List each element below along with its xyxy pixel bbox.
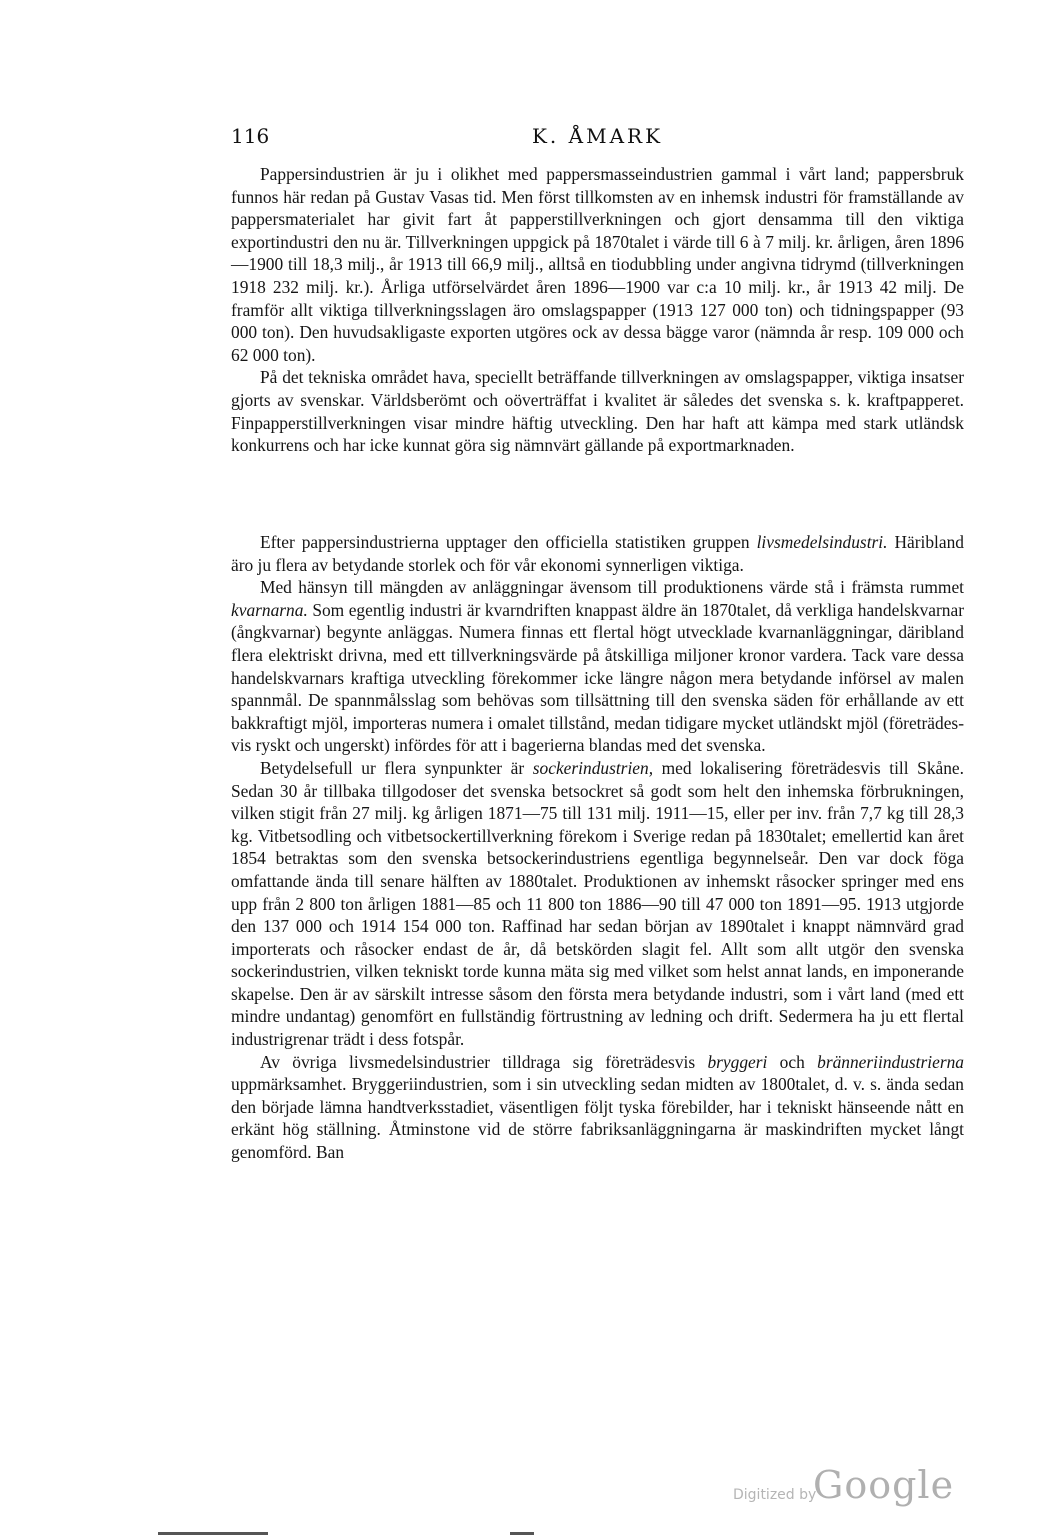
- digitized-by-google-watermark: [733, 1463, 955, 1507]
- text-run: Av övriga livsmedelsindustrier tilldraga sig företrädesvis: [260, 1051, 708, 1072]
- italic-term: livsmedelsindustri.: [756, 532, 888, 552]
- paragraph: [231, 576, 964, 757]
- italic-term: kvarnarna.: [231, 599, 308, 620]
- paragraph: [231, 163, 964, 366]
- text-run: Häribland äro ju flera av betydande storlek och för vår ekonomi synnerligen viktiga.: [231, 532, 964, 575]
- paragraph: [231, 366, 964, 456]
- italic-term: bränneriindustrierna: [817, 1051, 964, 1072]
- page-number: 116: [231, 124, 270, 148]
- text-run: och: [767, 1051, 818, 1072]
- text-run: uppmärksamhet. Bryggeriindustrien, som i sin utveckling sedan midten av 1800talet, d. v. s. ända sedan den började lämna handtverksstadiet, väsentligen följt tyska förebilder, har i tekniskt hänseende nått en erkänt hög ställning. Åtminstone vid de större fabriksanläggningarna är maskindriften mycket långt genomförd. Ban: [231, 1074, 964, 1163]
- text-run: med lokalisering företrädesvis till Skåne. Sedan 30 år tillbaka tillgodoser det svenska betsockret så godt som helt den inhemska förbrukningen, vilken stigit från 27 milj. kg årligen 1871—75 till 131 milj. 1911—15, eller per inv. från 7,7 kg till 28,3 kg. Vitbetsodling och vitbetsockertillverkning förekom i Sverige redan på 1830talet; emellertid kan året 1854 betraktas som den svenska betsockerindustriens egentliga begynnelseår. Den var dock föga omfattande ända till senare hälften av 1880talet. Produktionen av inhemskt råsocker springer med ens upp från 2 800 ton årligen 1881—85 och 11 800 ton 1886—90 till 47 000 ton 1891—95. 1913 utgjorde den 137 000 och 1914 154 000 ton. Raffinad har sedan början av 1890talet i knappt nämnvärd grad importerats och råsocker endast de år, då betskörden slagit fel. Allt som allt utgör den svenska sockerindustrien, vilken tekniskt torde kunna mäta sig med vilket som helst annat lands, en imponerande skapelse. Den är av särskilt intresse såsom den första mera betydande industri, som i vårt land (med ett mindre undantag) genomfört en fullständig förtrustning av ledning och drift. Sedermera ha ju ett flertal industrigrenar trädt i dess fotspår.: [231, 757, 964, 1050]
- scan-edge-mark: [158, 1532, 268, 1535]
- text-run: Med hänsyn till mängden av anläggningar ävensom till produktionens värde stå i främsta rummet: [260, 577, 964, 598]
- text-block-food-industry: [231, 531, 964, 1164]
- scan-edge-mark: [510, 1532, 534, 1535]
- running-head: K. ÅMARK: [531, 124, 664, 148]
- text-run: Som egentlig industri är kvarndriften knappast äldre än 1870talet, då verkliga handelskvarnar (ångkvarnar) begynte anläggas. Numera finnas ett flertal högt utvecklade kvarnanläggningar, däribland flera elektriskt drivna, med ett tillverkningsvärde på åtskilliga miljoner kronor vardera. Tack vare dessa handelskvarnars kraftiga utveckling förekommer icke längre någon mera betydande införsel av malen spannmål. De spannmålsslag som behövas som tillsättning till den svenska säden för erhållande av ett bakkraftigt mjöl, importeras numera i omalet tillstånd, medan tidigare mycket utländskt mjöl (företrädesvis ryskt och ungerskt) infördes för att i bagerierna blandas med det svenska.: [231, 599, 964, 756]
- italic-term: sockerindustrien,: [532, 757, 654, 778]
- watermark-prefix: Digitized by: [733, 1487, 817, 1503]
- paragraph: [231, 531, 964, 576]
- google-logo: Google: [813, 1463, 955, 1507]
- page-header: [231, 124, 964, 154]
- paragraph: [231, 757, 964, 1051]
- text-run: Pappersindustrien är ju i olikhet med pappersmasseindustrien gammal i vårt land; pappersbruk funnos här redan på Gustav Vasas tid. Men först tillkomsten av en inhemsk industri för framställande av pappersmaterialet har givit fart åt papperstillverkningen och gjort densamma till den viktiga exportindustri den nu är. Tillverkningen uppgick på 1870talet i värde till 6 à 7 milj. kr. årligen, åren 1896—1900 till 18,3 milj., år 1913 till 66,9 milj., alltså en tiodubbling under angivna tidrymd (tillverkningen 1918 232 milj. kr.). Årliga utförselvärdet åren 1896—1900 var c:a 10 milj. kr., år 1913 42 milj. De framför allt viktiga tillverkningsslagen äro omslagspapper (1913 127 000 ton) och tidningspapper (93 000 ton). Den huvudsakligaste exporten utgöres ock av dessa bägge varor (nämnda år resp. 109 000 och 62 000 ton).: [231, 164, 964, 365]
- text-run: Betydelsefull ur flera synpunkter är: [260, 757, 533, 778]
- text-run: På det tekniska området hava, speciellt beträffande tillverkningen av omslagspapper, viktiga insatser gjorts av svenskar. Världsberömt och oöverträffat i kvalitet är således det svenska s. k. kraftpapperet. Finpapperstillverkningen visar mindre häftig utveckling. Den har haft att kämpa med stark utländsk konkurrens och har icke kunnat göra sig nämnvärt gällande på exportmarknaden.: [231, 367, 964, 456]
- text-block-paper-industry: [231, 163, 964, 457]
- paragraph: [231, 1051, 964, 1164]
- text-run: Efter pappersindustrierna upptager den officiella statistiken gruppen: [260, 532, 757, 552]
- italic-term: bryggeri: [707, 1051, 768, 1072]
